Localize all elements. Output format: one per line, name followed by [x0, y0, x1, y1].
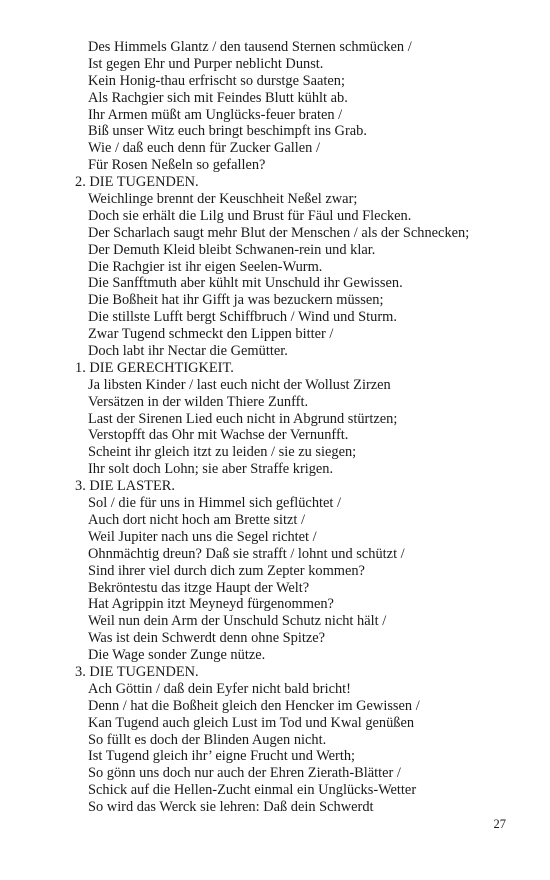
verse-line: Ist Tugend gleich ihr’ eigne Frucht und Werth;	[88, 748, 356, 765]
verse-line: So gönn uns doch nur auch der Ehren Zierath-Blätter /	[88, 765, 401, 782]
verse-line: Ja libsten Kinder / last euch nicht der Wollust Zirzen	[88, 376, 391, 393]
verse-line: Weil nun dein Arm der Unschuld Schutz nicht hält /	[88, 613, 387, 630]
verse-line: Schick auf die Hellen-Zucht einmal ein Unglücks-Wetter	[88, 782, 417, 799]
section-heading: 2. DIE TUGENDEN.	[75, 174, 199, 191]
verse-line: So wird das Werck sie lehren: Daß dein Schwerdt	[88, 799, 374, 816]
verse-line: Scheint ihr gleich itzt zu leiden / sie zu siegen;	[88, 444, 357, 461]
section-heading: 1. DIE GERECHTIGKEIT.	[75, 359, 234, 376]
verse-line: Die Boßheit hat ihr Gifft ja was bezuckern müssen;	[88, 292, 384, 309]
verse-line: Zwar Tugend schmeckt den Lippen bitter /	[88, 326, 334, 343]
verse-line: Was ist dein Schwerdt denn ohne Spitze?	[88, 630, 326, 647]
verse-line: Ihr solt doch Lohn; sie aber Straffe krigen.	[88, 461, 334, 478]
section-heading: 3. DIE LASTER.	[75, 478, 175, 495]
verse-line: Hat Agrippin itzt Meyneyd fürgenommen?	[88, 596, 334, 613]
verse-line: Der Demuth Kleid bleibt Schwanen-rein und klar.	[88, 241, 376, 258]
verse-line: Ohnmächtig dreun? Daß sie strafft / lohnt und schützt /	[88, 545, 405, 562]
verse-line: Ach Göttin / daß dein Eyfer nicht bald bricht!	[88, 680, 351, 697]
verse-line: Wie / daß euch denn für Zucker Gallen /	[88, 140, 320, 157]
verse-line: Ist gegen Ehr und Purper neblicht Dunst.	[88, 55, 324, 72]
verse-line: Denn / hat die Boßheit gleich den Hencker im Gewissen /	[88, 697, 420, 714]
verse-line: Weichlinge brennt der Keuschheit Neßel zwar;	[88, 191, 358, 208]
verse-line: Doch sie erhält die Lilg und Brust für Fäul und Flecken.	[88, 207, 412, 224]
section-heading: 3. DIE TUGENDEN.	[75, 663, 199, 680]
verse-line: Die Sanfftmuth aber kühlt mit Unschuld ihr Gewissen.	[88, 275, 403, 292]
verse-line: Bekröntestu das itzge Haupt der Welt?	[88, 579, 310, 596]
verse-line: Des Himmels Glantz / den tausend Sternen schmücken /	[88, 39, 412, 55]
verse-line: So füllt es doch der Blinden Augen nicht.	[88, 731, 327, 748]
verse-line: Verstopfft das Ohr mit Wachse der Vernunfft.	[88, 427, 349, 444]
verse-line: Sind ihrer viel durch dich zum Zepter kommen?	[88, 562, 365, 579]
verse-line: Der Scharlach saugt mehr Blut der Menschen / als der Schnecken;	[88, 224, 470, 241]
verse-line: Kein Honig-thau erfrischt so durstge Saaten;	[88, 72, 345, 89]
verse-line: Die Wage sonder Zunge nütze.	[88, 647, 266, 664]
verse-line: Auch dort nicht hoch am Brette sitzt /	[88, 511, 306, 528]
verse-line: Als Rachgier sich mit Feindes Blutt kühlt ab.	[88, 89, 348, 106]
verse-line: Für Rosen Neßeln so gefallen?	[88, 157, 266, 174]
verse-line: Ihr Armen müßt am Unglücks-feuer braten /	[88, 106, 343, 123]
page-number: 27	[493, 817, 506, 831]
verse-line: Die stillste Lufft bergt Schiffbruch / Wind und Sturm.	[88, 309, 397, 326]
verse-line: Kan Tugend auch gleich Lust im Tod und Kwal genüßen	[88, 714, 415, 731]
verse-line: Doch labt ihr Nectar die Gemütter.	[88, 343, 288, 360]
verse-line: Sol / die für uns in Himmel sich geflüchtet /	[88, 495, 341, 512]
verse-line: Die Rachgier ist ihr eigen Seelen-Wurm.	[88, 258, 323, 275]
verse-line: Weil Jupiter nach uns die Segel richtet /	[88, 528, 317, 545]
poem-text	[75, 39, 545, 816]
verse-line: Biß unser Witz euch bringt beschimpft ins Grab.	[88, 123, 367, 140]
verse-line: Last der Sirenen Lied euch nicht in Abgrund stürtzen;	[88, 410, 398, 427]
verse-line: Versätzen in der wilden Thiere Zunfft.	[88, 393, 309, 410]
